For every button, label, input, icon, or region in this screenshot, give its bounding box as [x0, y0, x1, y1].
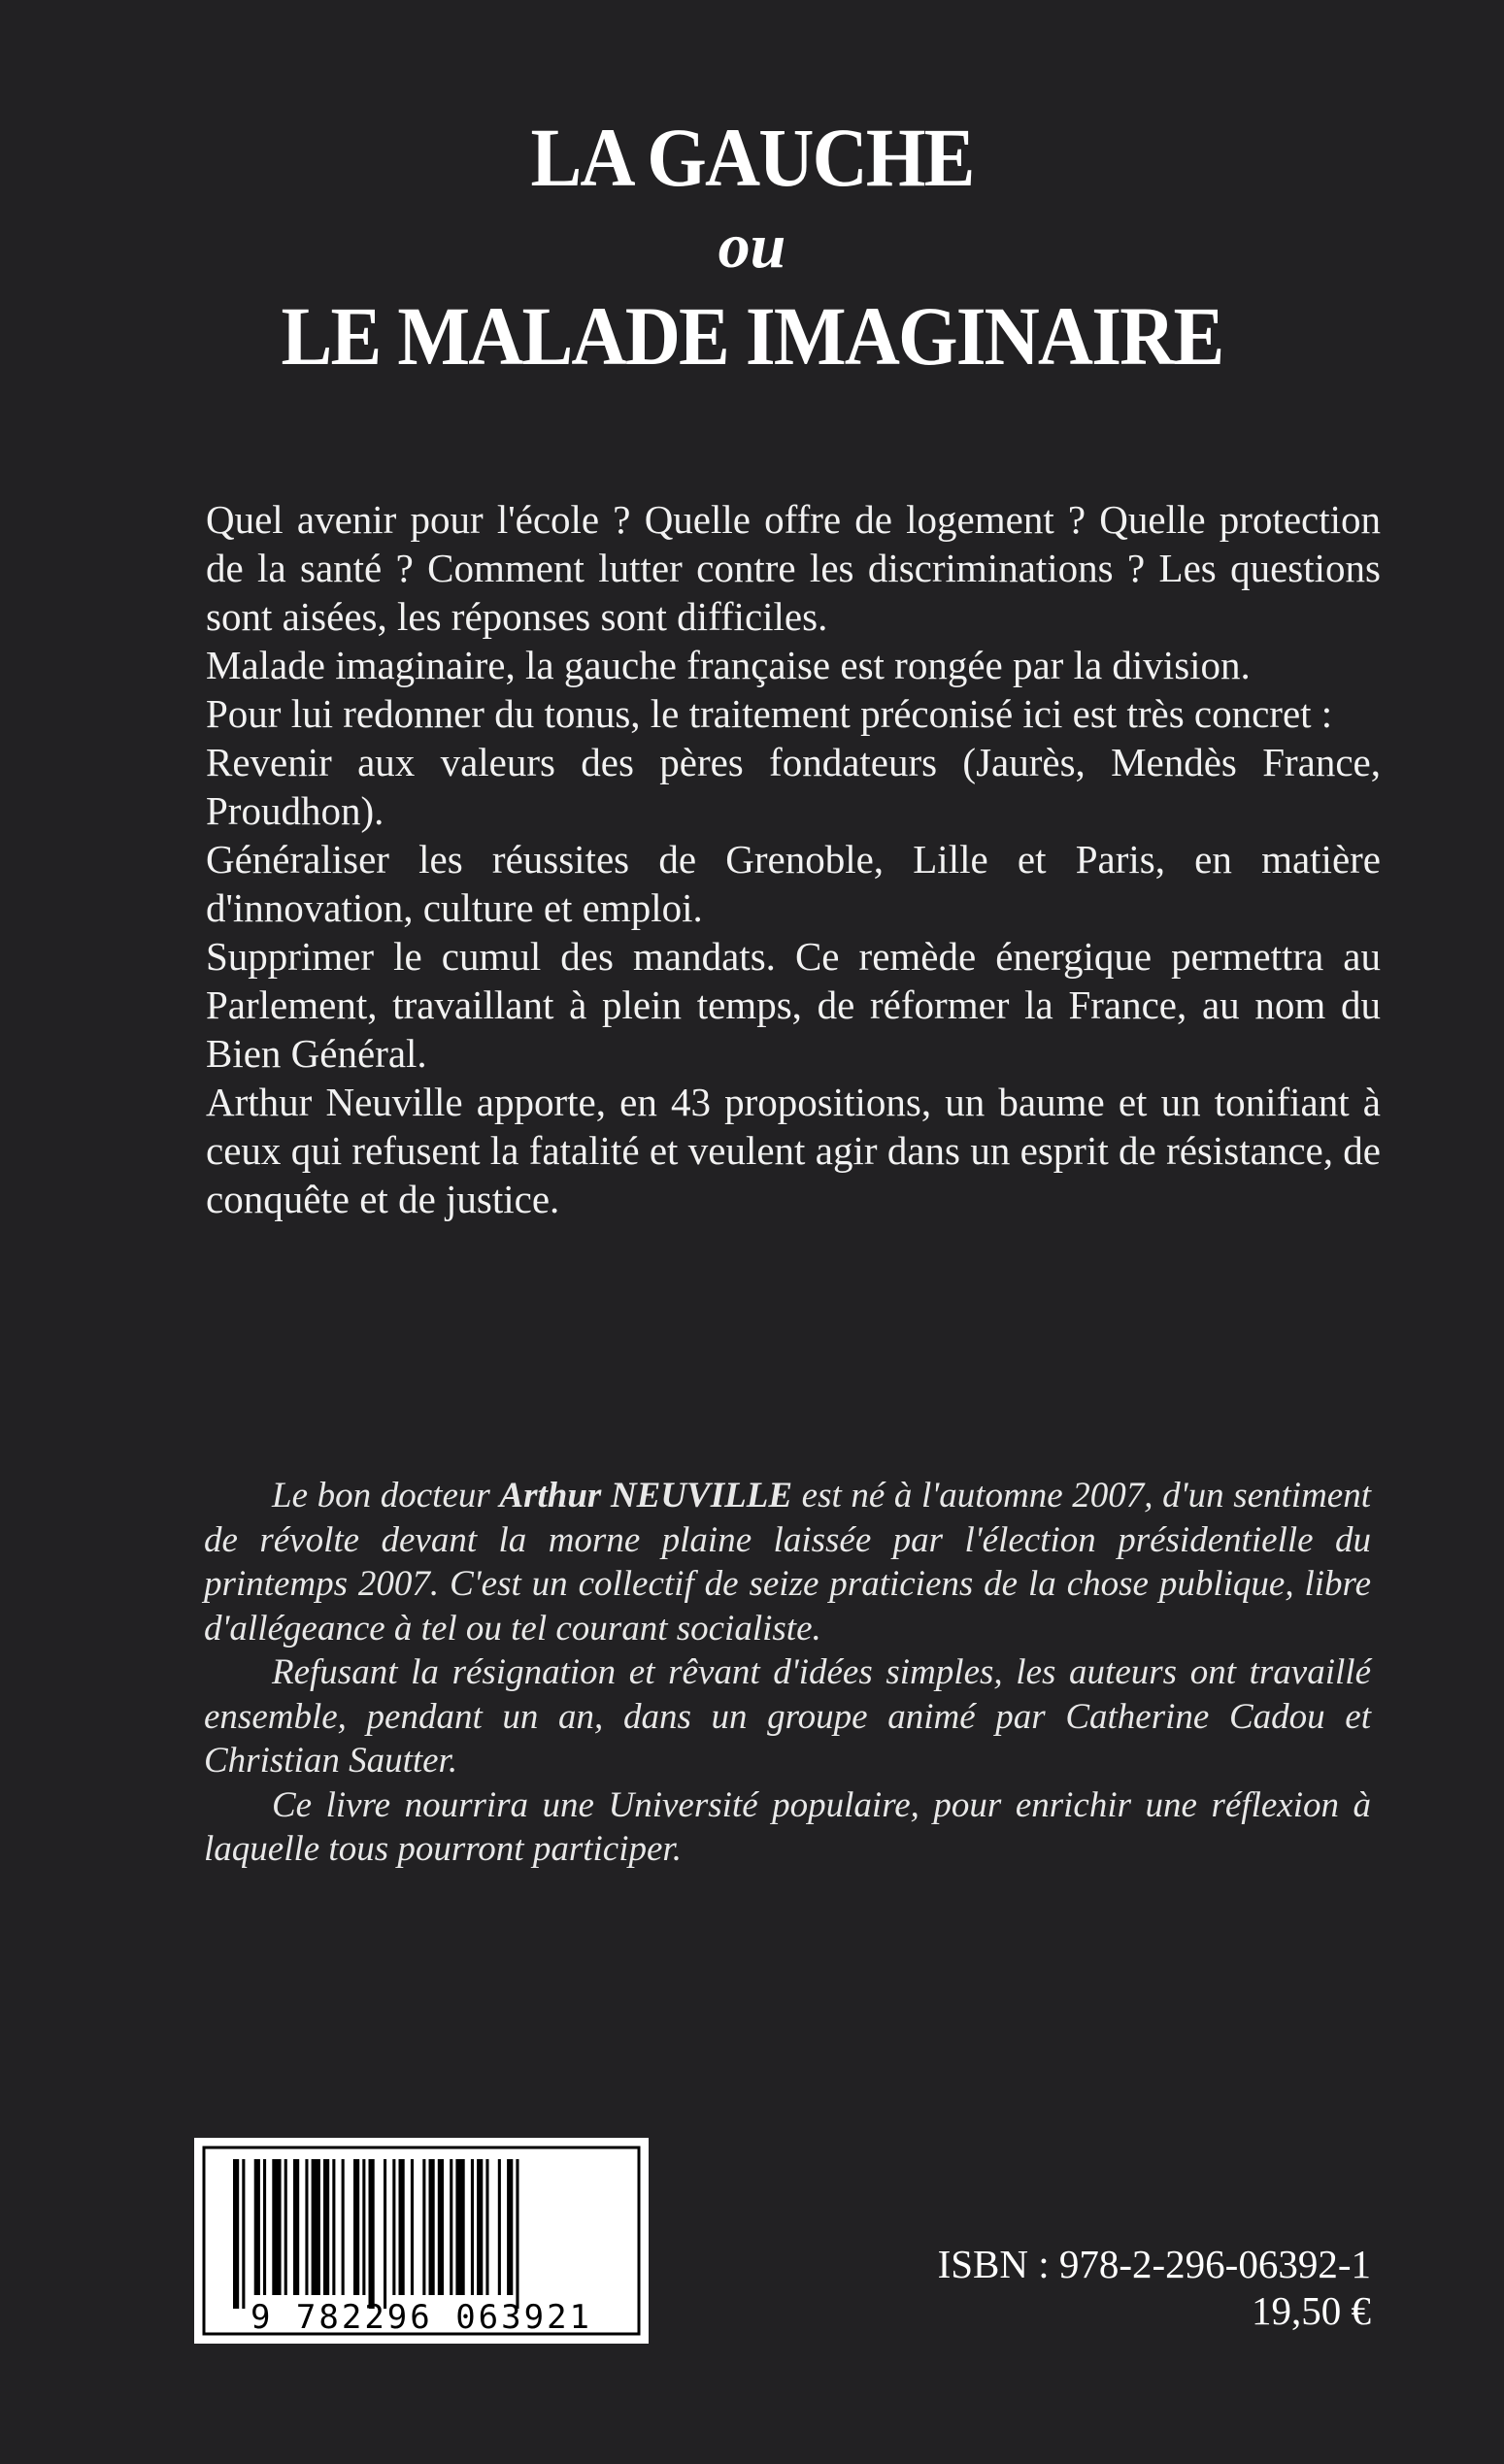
barcode-bar — [399, 2159, 405, 2295]
blurb-paragraph: Généraliser les réussites de Grenoble, Lille et Paris, en matière d'innovation, culture et emploi. — [206, 837, 1381, 930]
barcode-bar — [455, 2159, 464, 2295]
barcode-bar — [293, 2159, 299, 2295]
book-title — [0, 109, 1504, 384]
barcode-bar — [353, 2159, 359, 2295]
barcode-bar — [369, 2159, 375, 2309]
barcode-bar — [312, 2159, 320, 2295]
isbn-label: ISBN : 978-2-296-06392-1 — [937, 2242, 1371, 2286]
author-paragraph-1 — [204, 1474, 1371, 1650]
barcode-bar — [272, 2159, 281, 2295]
barcode-bar — [438, 2159, 444, 2295]
barcode-bar — [263, 2159, 266, 2295]
barcode-bar — [392, 2159, 395, 2295]
blurb-paragraph: Supprimer le cumul des mandats. Ce remède énergique permettra au Parlement, travaillant à plein temps, de réformer la France, au nom du Bien Général. — [206, 934, 1381, 1076]
title-line-1: LA GAUCHE — [530, 111, 974, 204]
barcode-bar — [429, 2159, 435, 2295]
barcode-bar — [242, 2159, 245, 2309]
barcode-bar — [305, 2159, 308, 2295]
author-text: Le bon docteur — [272, 1476, 500, 1515]
barcode-graphic — [194, 2138, 649, 2344]
barcode-bar — [471, 2159, 474, 2295]
price-label: 19,50 € — [1252, 2288, 1371, 2333]
barcode-bar — [254, 2159, 260, 2295]
title-line-2: LE MALADE IMAGINAIRE — [281, 289, 1223, 383]
author-name: Arthur NEUVILLE — [499, 1476, 793, 1515]
blurb-paragraph: Pour lui redonner du tonus, le traitement préconisé ici est très concret : — [206, 691, 1333, 736]
author-paragraph-3: Ce livre nourrira une Université populaire, pour enrichir une réflexion à laquelle tous pourront participer. — [204, 1784, 1371, 1869]
barcode-bar — [498, 2159, 501, 2295]
blurb-paragraph: Quel avenir pour l'école ? Quelle offre de logement ? Quelle protection de la santé ? Comment lutter contre les discriminations ? Les questions sont aisées, les réponses sont difficiles. — [206, 497, 1381, 639]
barcode-bar — [342, 2159, 345, 2295]
title-connector: ou — [718, 211, 786, 282]
barcode-bar — [332, 2159, 335, 2295]
barcode-bar — [384, 2159, 386, 2309]
author-paragraph-2: Refusant la résignation et rêvant d'idées simples, les auteurs ont travaillé ensemble, pendant un an, dans un groupe animé par Catherine Cadou et Christian Sautter. — [204, 1652, 1371, 1781]
barcode-bar — [507, 2159, 513, 2295]
barcode-bar — [422, 2159, 425, 2295]
isbn-price-block — [938, 2241, 1371, 2334]
barcode-bar — [284, 2159, 287, 2295]
back-cover-blurb — [206, 495, 1381, 1223]
barcode — [194, 2138, 649, 2344]
barcode-bar — [233, 2159, 239, 2309]
barcode-bar — [477, 2159, 483, 2295]
barcode-bar — [450, 2159, 452, 2295]
blurb-paragraph: Malade imaginaire, la gauche française est rongée par la division. — [206, 643, 1251, 687]
barcode-digits: 9 782296 063921 — [250, 2298, 593, 2337]
author-text: est né à l'automne 2007, d'un sentiment de révolte devant la morne plaine laissée par l'élection présidentielle du printemps 2007. C'est un collectif de seize praticiens de la chose publique, libre d'allégeance à tel ou tel courant socialiste. — [204, 1476, 1372, 1648]
barcode-bar — [323, 2159, 329, 2295]
barcode-bar — [411, 2159, 414, 2295]
barcode-bar — [516, 2159, 518, 2309]
author-bio — [204, 1474, 1371, 1872]
barcode-bar — [362, 2159, 365, 2295]
barcode-bar — [485, 2159, 488, 2295]
blurb-paragraph: Arthur Neuville apporte, en 43 propositions, un baume et un tonifiant à ceux qui refusent la fatalité et veulent agir dans un esprit de résistance, de conquête et de justice. — [206, 1080, 1381, 1221]
blurb-paragraph: Revenir aux valeurs des pères fondateurs (Jaurès, Mendès France, Proudhon). — [206, 740, 1381, 833]
